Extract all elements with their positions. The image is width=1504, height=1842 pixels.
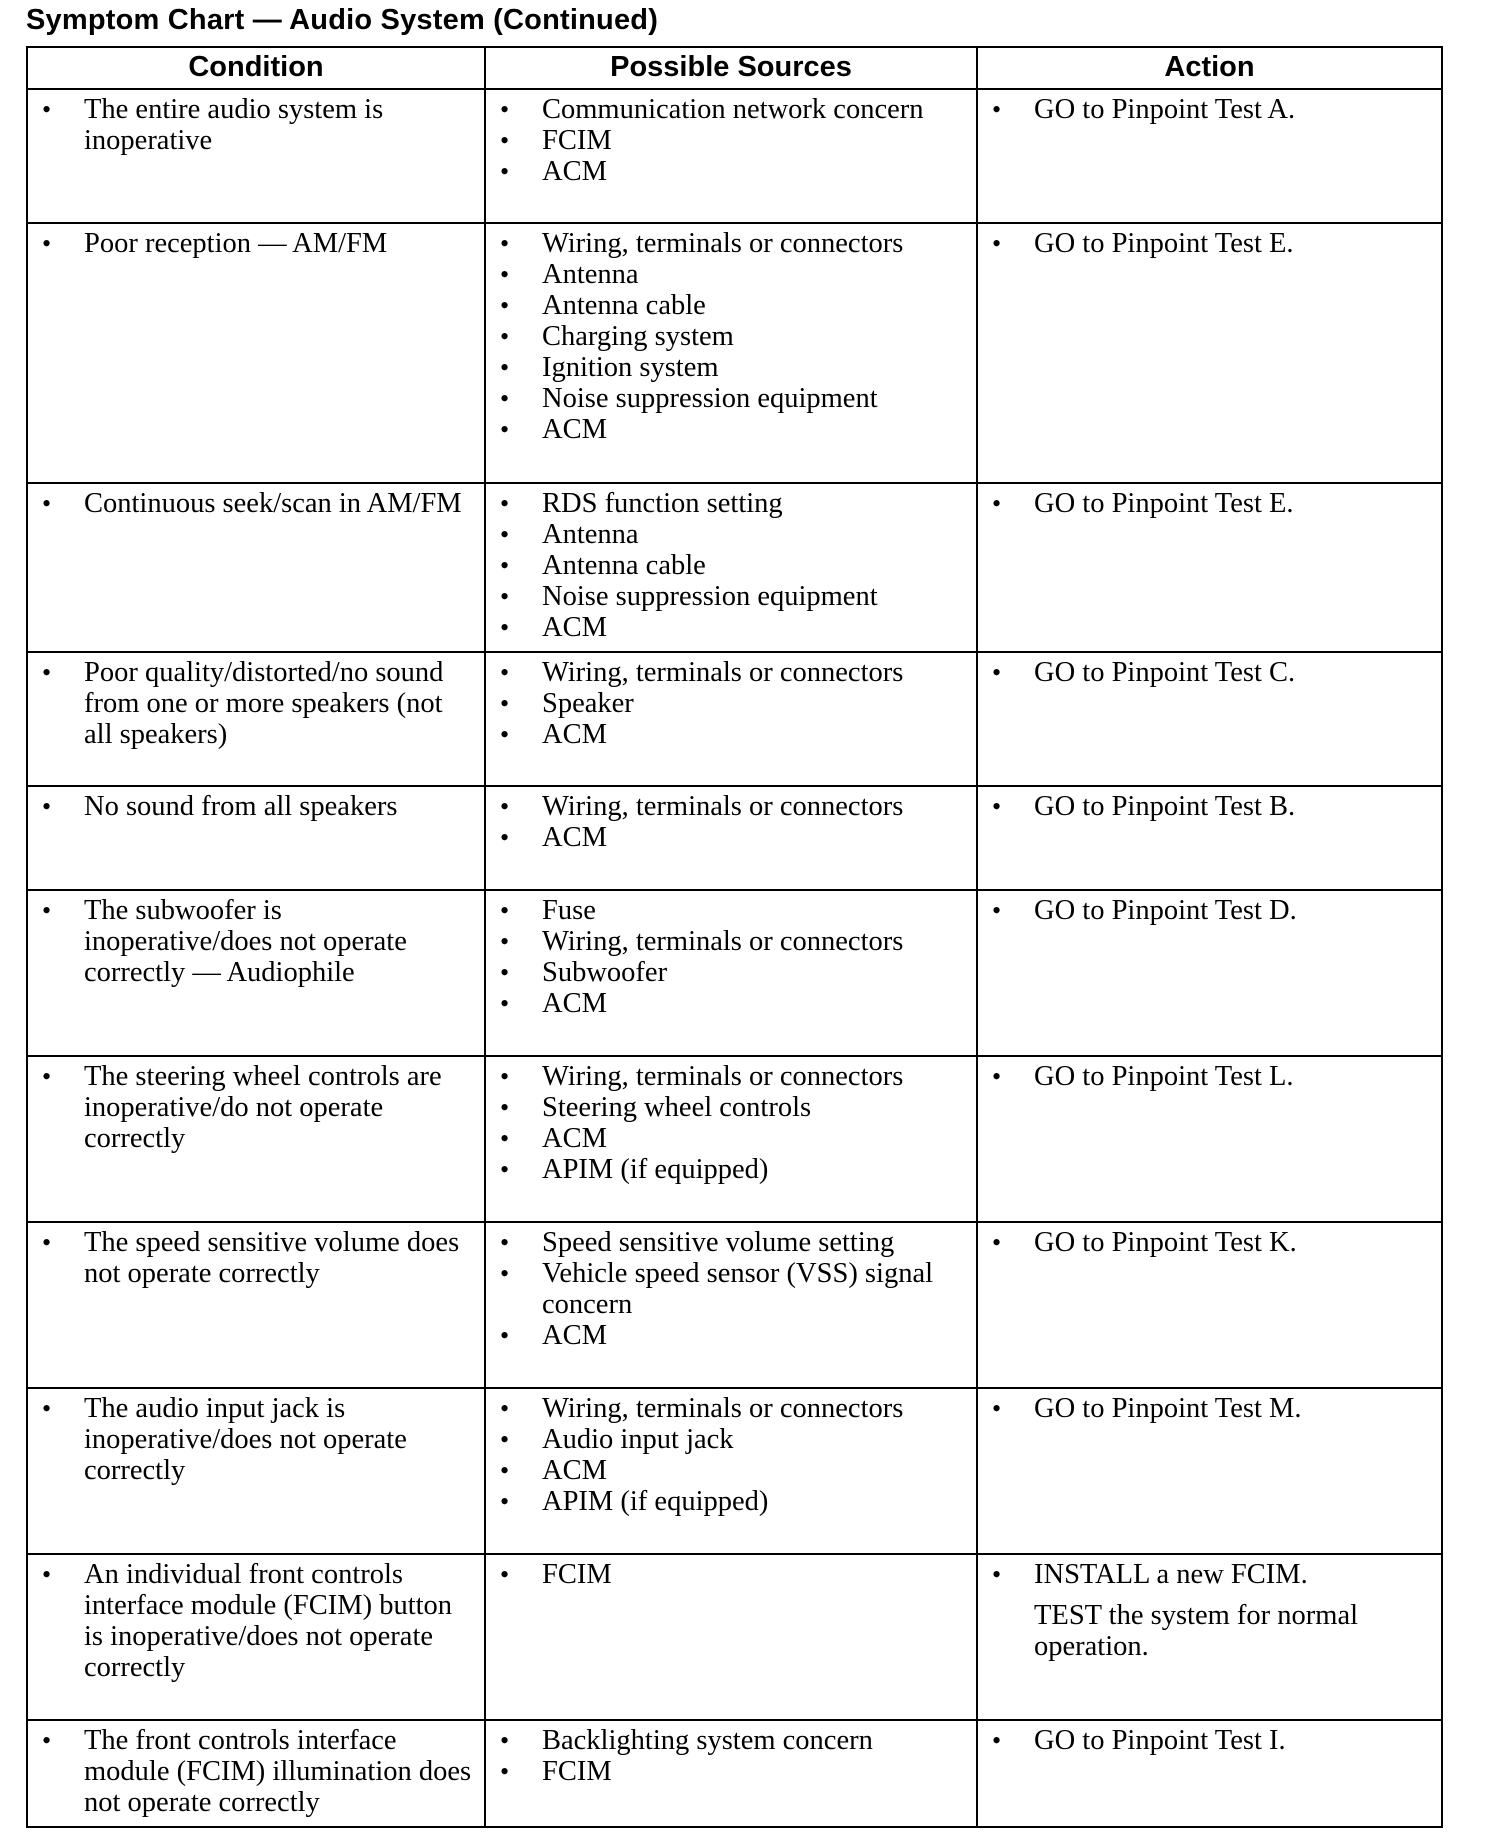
source-item: • Antenna cable — [496, 290, 966, 321]
action-item: • GO to Pinpoint Test A. — [988, 94, 1431, 125]
possible-sources-list — [496, 1061, 966, 1185]
table-row — [27, 1554, 1442, 1720]
possible-sources-list — [496, 1725, 966, 1787]
source-item: • Communication network concern — [496, 94, 966, 125]
source-item: • Subwoofer — [496, 957, 966, 988]
source-item: • ACM — [496, 988, 966, 1019]
column-header-condition: Condition — [27, 47, 485, 89]
condition-cell — [27, 1720, 485, 1827]
source-item: • Ignition system — [496, 352, 966, 383]
source-item: • FCIM — [496, 125, 966, 156]
possible-sources-cell — [485, 1554, 977, 1720]
table-row — [27, 483, 1442, 652]
action-item: • INSTALL a new FCIM. — [988, 1559, 1431, 1590]
action-cell — [977, 1720, 1442, 1827]
condition-list — [38, 1725, 474, 1818]
source-item: • Antenna — [496, 519, 966, 550]
source-item: • Steering wheel controls — [496, 1092, 966, 1123]
possible-sources-list — [496, 895, 966, 1019]
table-body — [27, 89, 1442, 1827]
source-item: • FCIM — [496, 1559, 966, 1590]
condition-cell — [27, 223, 485, 483]
action-item: • GO to Pinpoint Test M. — [988, 1393, 1431, 1424]
action-list — [988, 895, 1431, 926]
action-list — [988, 657, 1431, 688]
condition-list — [38, 94, 474, 156]
action-cell — [977, 890, 1442, 1056]
source-item: • Wiring, terminals or connectors — [496, 228, 966, 259]
table-row — [27, 1222, 1442, 1388]
column-header-possible-sources: Possible Sources — [485, 47, 977, 89]
condition-cell — [27, 890, 485, 1056]
table-row — [27, 1056, 1442, 1222]
table-row — [27, 786, 1442, 890]
condition-list — [38, 1559, 474, 1683]
condition-cell — [27, 652, 485, 786]
possible-sources-cell — [485, 89, 977, 223]
source-item: • Wiring, terminals or connectors — [496, 1061, 966, 1092]
source-item: • ACM — [496, 719, 966, 750]
table-row — [27, 1720, 1442, 1827]
condition-cell — [27, 1222, 485, 1388]
source-item: • Charging system — [496, 321, 966, 352]
action-note: TEST the system for normal operation. — [1034, 1600, 1359, 1662]
condition-cell — [27, 483, 485, 652]
source-item: • Antenna cable — [496, 550, 966, 581]
source-item: • Speaker — [496, 688, 966, 719]
source-item: • Antenna — [496, 259, 966, 290]
possible-sources-cell — [485, 223, 977, 483]
action-item: • GO to Pinpoint Test D. — [988, 895, 1431, 926]
action-list — [988, 791, 1431, 822]
possible-sources-list — [496, 791, 966, 853]
action-list — [988, 1559, 1431, 1590]
possible-sources-cell — [485, 652, 977, 786]
table-row — [27, 89, 1442, 223]
condition-list — [38, 1227, 474, 1289]
action-cell — [977, 1056, 1442, 1222]
table-row — [27, 1388, 1442, 1554]
possible-sources-list — [496, 1227, 966, 1351]
action-cell — [977, 1222, 1442, 1388]
action-list — [988, 228, 1431, 259]
action-item: • GO to Pinpoint Test I. — [988, 1725, 1431, 1756]
possible-sources-cell — [485, 786, 977, 890]
column-header-action: Action — [977, 47, 1442, 89]
possible-sources-list — [496, 228, 966, 445]
possible-sources-cell — [485, 890, 977, 1056]
possible-sources-cell — [485, 1222, 977, 1388]
possible-sources-cell — [485, 1056, 977, 1222]
table-row — [27, 652, 1442, 786]
condition-cell — [27, 1554, 485, 1720]
condition-text: • The entire audio system is inoperative — [38, 94, 474, 156]
source-item: • APIM (if equipped) — [496, 1154, 966, 1185]
condition-list — [38, 895, 474, 988]
table-row — [27, 223, 1442, 483]
symptom-chart-table — [26, 46, 1443, 1828]
action-list — [988, 1061, 1431, 1092]
action-list — [988, 1227, 1431, 1258]
action-cell — [977, 223, 1442, 483]
source-item: • ACM — [496, 822, 966, 853]
condition-list — [38, 228, 474, 259]
condition-list — [38, 1393, 474, 1486]
condition-list — [38, 1061, 474, 1154]
condition-text: • No sound from all speakers — [38, 791, 474, 822]
action-cell — [977, 1388, 1442, 1554]
source-item: • ACM — [496, 1455, 966, 1486]
possible-sources-cell — [485, 1720, 977, 1827]
action-cell — [977, 786, 1442, 890]
action-item: • GO to Pinpoint Test C. — [988, 657, 1431, 688]
condition-text: • An individual front controls interface module (FCIM) button is inoperative/does not operate correctly — [38, 1559, 474, 1683]
condition-cell — [27, 1388, 485, 1554]
condition-cell — [27, 89, 485, 223]
source-item: • Noise suppression equipment — [496, 383, 966, 414]
action-list — [988, 1725, 1431, 1756]
condition-list — [38, 488, 474, 519]
page-title: Symptom Chart — Audio System (Continued) — [26, 4, 659, 36]
action-cell — [977, 1554, 1442, 1720]
source-item: • Wiring, terminals or connectors — [496, 791, 966, 822]
condition-cell — [27, 1056, 485, 1222]
source-item: • Noise suppression equipment — [496, 581, 966, 612]
source-item: • Wiring, terminals or connectors — [496, 1393, 966, 1424]
action-item: • GO to Pinpoint Test E. — [988, 488, 1431, 519]
source-item: • Wiring, terminals or connectors — [496, 926, 966, 957]
source-item: • Speed sensitive volume setting — [496, 1227, 966, 1258]
source-item: • Vehicle speed sensor (VSS) signal concern — [496, 1258, 966, 1320]
source-item: • ACM — [496, 1123, 966, 1154]
source-item: • ACM — [496, 1320, 966, 1351]
possible-sources-list — [496, 488, 966, 643]
source-item: • RDS function setting — [496, 488, 966, 519]
condition-text: • The subwoofer is inoperative/does not operate correctly — Audiophile — [38, 895, 474, 988]
condition-cell — [27, 786, 485, 890]
condition-list — [38, 791, 474, 822]
possible-sources-list — [496, 657, 966, 750]
action-item: • GO to Pinpoint Test E. — [988, 228, 1431, 259]
source-item: • ACM — [496, 612, 966, 643]
possible-sources-cell — [485, 1388, 977, 1554]
condition-text: • Poor reception — AM/FM — [38, 228, 474, 259]
action-cell — [977, 89, 1442, 223]
source-item: • Fuse — [496, 895, 966, 926]
table-header-row — [27, 47, 1442, 89]
condition-text: • The front controls interface module (FCIM) illumination does not operate correctly — [38, 1725, 474, 1818]
condition-text: • The speed sensitive volume does not operate correctly — [38, 1227, 474, 1289]
source-item: • ACM — [496, 414, 966, 445]
condition-text: • Poor quality/distorted/no sound from one or more speakers (not all speakers) — [38, 657, 474, 750]
source-item: • FCIM — [496, 1756, 966, 1787]
action-item: • GO to Pinpoint Test B. — [988, 791, 1431, 822]
source-item: • Backlighting system concern — [496, 1725, 966, 1756]
possible-sources-cell — [485, 483, 977, 652]
action-list — [988, 488, 1431, 519]
possible-sources-list — [496, 94, 966, 187]
condition-text: • The steering wheel controls are inoperative/do not operate correctly — [38, 1061, 474, 1154]
source-item: • ACM — [496, 156, 966, 187]
source-item: • APIM (if equipped) — [496, 1486, 966, 1517]
action-cell — [977, 483, 1442, 652]
action-item: • GO to Pinpoint Test L. — [988, 1061, 1431, 1092]
action-list — [988, 1393, 1431, 1424]
action-item: • GO to Pinpoint Test K. — [988, 1227, 1431, 1258]
condition-text: • Continuous seek/scan in AM/FM — [38, 488, 474, 519]
possible-sources-list — [496, 1393, 966, 1517]
source-item: • Audio input jack — [496, 1424, 966, 1455]
table-row — [27, 890, 1442, 1056]
condition-text: • The audio input jack is inoperative/does not operate correctly — [38, 1393, 474, 1486]
condition-list — [38, 657, 474, 750]
possible-sources-list — [496, 1559, 966, 1590]
action-list — [988, 94, 1431, 125]
action-cell — [977, 652, 1442, 786]
source-item: • Wiring, terminals or connectors — [496, 657, 966, 688]
